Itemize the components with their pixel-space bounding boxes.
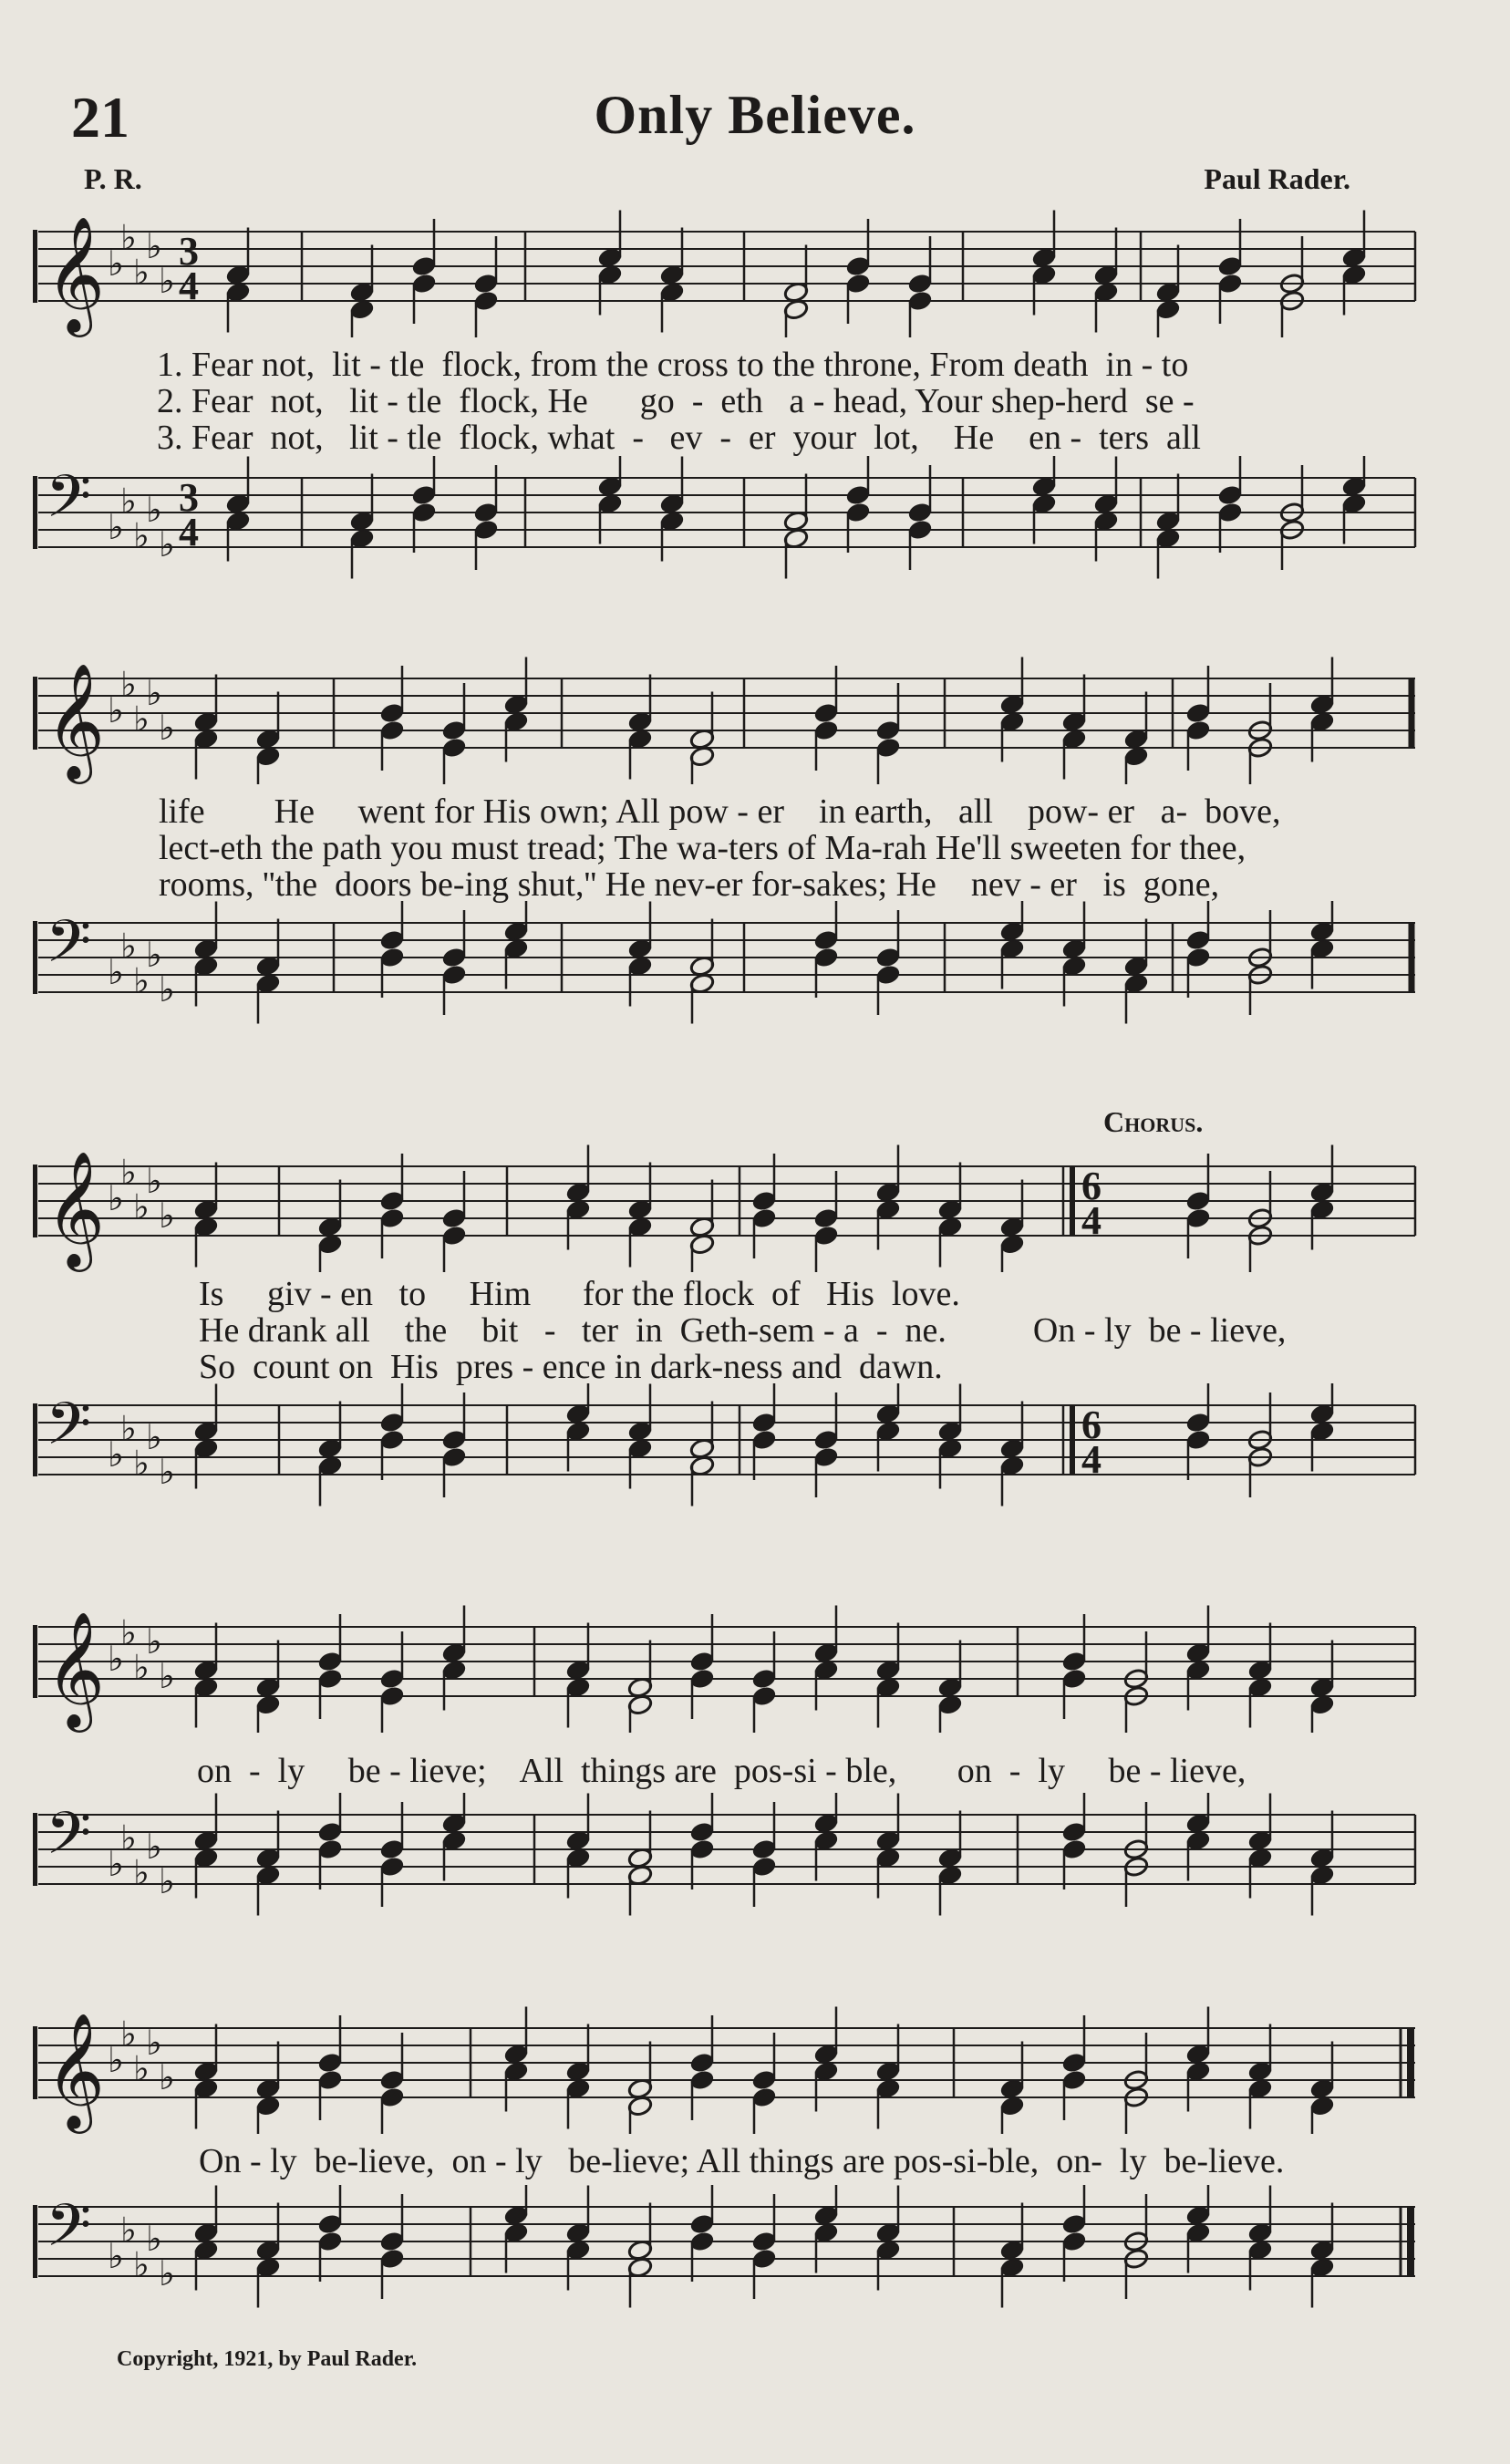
flat-icon: ♭ (120, 481, 137, 522)
chorus-line-1: on - ly be - lieve; All things are pos-si - ble, on - ly be - lieve, (197, 1752, 1246, 1790)
flat-icon: ♭ (146, 1621, 162, 1662)
flat-icon: ♭ (120, 2014, 137, 2055)
treble-clef-icon: 𝄞 (46, 215, 106, 332)
bass-staff-1 (33, 456, 1419, 584)
flat-icon: ♭ (146, 2023, 162, 2063)
flat-icon: ♭ (146, 490, 162, 530)
time-signature-denominator: 4 (179, 264, 199, 308)
bass-staff-3 (33, 1383, 1419, 1511)
flat-icon: ♭ (120, 1817, 137, 1858)
flat-icon: ♭ (133, 1647, 150, 1688)
flat-icon: ♭ (159, 524, 175, 564)
bass-clef-icon: 𝄢 (46, 1391, 92, 1473)
treble-staff-2 (33, 657, 1419, 784)
music-credit: Paul Rader. (1204, 162, 1350, 195)
system-bracket (33, 2205, 37, 2278)
time-signature-numerator: 6 (1081, 1164, 1101, 1208)
system-bracket (33, 1625, 37, 1698)
bass-staff-4 (33, 1793, 1419, 1920)
flat-icon: ♭ (120, 1408, 137, 1449)
time-signature-denominator: 4 (1081, 1437, 1101, 1482)
system-bracket (33, 921, 37, 994)
flat-icon: ♭ (133, 1443, 150, 1484)
flat-icon: ♭ (159, 1452, 175, 1492)
flat-icon: ♭ (108, 2236, 124, 2276)
system-bracket (33, 1813, 37, 1886)
copyright-notice: Copyright, 1921, by Paul Rader. (117, 2347, 418, 2371)
flat-icon: ♭ (108, 1178, 124, 1218)
system-bracket (33, 1165, 37, 1237)
flat-icon: ♭ (146, 935, 162, 975)
flat-icon: ♭ (133, 515, 150, 556)
words-credit: P. R. (84, 162, 142, 195)
treble-staff-4 (33, 1605, 1419, 1733)
time-signature-numerator: 3 (179, 229, 199, 274)
time-signature-numerator: 6 (1081, 1403, 1101, 1447)
flat-icon: ♭ (108, 1639, 124, 1679)
flat-icon: ♭ (159, 2057, 175, 2097)
flat-icon: ♭ (159, 1196, 175, 1236)
flat-icon: ♭ (120, 1612, 137, 1653)
verse-2-line-2: lect-eth the path you must tread; The wa-ters of Ma-rah He'll sweeten for thee, (159, 829, 1246, 867)
staff-lines (38, 2207, 1415, 2276)
flat-icon: ♭ (120, 1152, 137, 1193)
treble-clef-icon: 𝄞 (46, 2012, 106, 2128)
hymn-title: Only Believe. (594, 85, 916, 145)
flat-icon: ♭ (108, 690, 124, 730)
bass-clef-icon: 𝄢 (46, 2192, 92, 2274)
verse-1-line-3: Is giv - en to Him for the flock of His love. (199, 1275, 960, 1313)
flat-icon: ♭ (133, 699, 150, 740)
flat-icon: ♭ (108, 952, 124, 992)
flat-icon: ♭ (108, 2040, 124, 2080)
flat-icon: ♭ (159, 969, 175, 1009)
flat-icon: ♭ (146, 1827, 162, 1867)
flat-icon: ♭ (159, 2253, 175, 2293)
treble-staff-1 (33, 210, 1419, 337)
treble-staff-3 (33, 1144, 1419, 1272)
flat-icon: ♭ (120, 664, 137, 705)
verse-2-line-1: 2. Fear not, lit - tle flock, He go - eth a - head, Your shep-herd se - (157, 382, 1195, 420)
chorus-label: Chorus. (1103, 1105, 1204, 1138)
system-bracket (33, 230, 37, 303)
staff-lines (38, 1815, 1415, 1884)
treble-clef-icon: 𝄞 (46, 1610, 106, 1727)
flat-icon: ♭ (133, 1852, 150, 1893)
flat-icon: ♭ (146, 1161, 162, 1201)
staff-lines (38, 478, 1415, 547)
flat-icon: ♭ (159, 261, 175, 301)
flat-icon: ♭ (120, 2210, 137, 2251)
verse-1-line-1: 1. Fear not, lit - tle flock, from the cross to the throne, From death in - to (157, 346, 1189, 384)
bass-clef-icon: 𝄢 (46, 463, 92, 545)
flat-icon: ♭ (159, 1656, 175, 1696)
verse-1-line-2: life He went for His own; All pow - er in earth, all pow- er a- bove, (159, 792, 1281, 831)
bass-staff-5 (33, 2185, 1419, 2313)
flat-icon: ♭ (159, 708, 175, 748)
flat-icon: ♭ (108, 1434, 124, 1475)
time-signature-denominator: 4 (1081, 1198, 1101, 1243)
flat-icon: ♭ (146, 226, 162, 266)
verse-3-line-1: 3. Fear not, lit - tle flock, what - ev - er your lot, He en - ters all (157, 419, 1201, 457)
bass-staff-2 (33, 901, 1419, 1029)
system-bracket (33, 2026, 37, 2099)
treble-clef-icon: 𝄞 (46, 662, 106, 779)
system-bracket (33, 1403, 37, 1476)
chorus-line-2: On - ly be-lieve, on - ly be-lieve; All things are pos-si-ble, on- ly be-lieve. (199, 2142, 1285, 2180)
verse-3-line-2: rooms, ''the doors be-ing shut,'' He nev-er for-sakes; He nev - er is gone, (159, 865, 1220, 904)
flat-icon: ♭ (133, 2244, 150, 2285)
bass-clef-icon: 𝄢 (46, 1800, 92, 1882)
flat-icon: ♭ (146, 1417, 162, 1457)
flat-icon: ♭ (120, 217, 137, 258)
flat-icon: ♭ (108, 243, 124, 284)
time-signature-denominator: 4 (179, 510, 199, 554)
flat-icon: ♭ (159, 1861, 175, 1901)
bass-clef-icon: 𝄢 (46, 908, 92, 990)
treble-staff-5 (33, 2006, 1419, 2134)
flat-icon: ♭ (133, 1186, 150, 1227)
flat-icon: ♭ (133, 960, 150, 1001)
flat-icon: ♭ (133, 2048, 150, 2089)
flat-icon: ♭ (146, 673, 162, 713)
verse-3-line-3: So count on His pres - ence in dark-ness and dawn. (199, 1348, 943, 1386)
flat-icon: ♭ (146, 2219, 162, 2259)
treble-clef-icon: 𝄞 (46, 1150, 106, 1267)
system-bracket (33, 677, 37, 750)
verse-2-line-3: He drank all the bit - ter in Geth-sem - a - ne. On - ly be - lieve, (199, 1311, 1287, 1350)
flat-icon: ♭ (108, 1844, 124, 1884)
flat-icon: ♭ (133, 252, 150, 293)
system-bracket (33, 476, 37, 549)
time-signature-numerator: 3 (179, 475, 199, 520)
flat-icon: ♭ (120, 926, 137, 967)
flat-icon: ♭ (108, 507, 124, 547)
hymn-number: 21 (71, 85, 129, 150)
